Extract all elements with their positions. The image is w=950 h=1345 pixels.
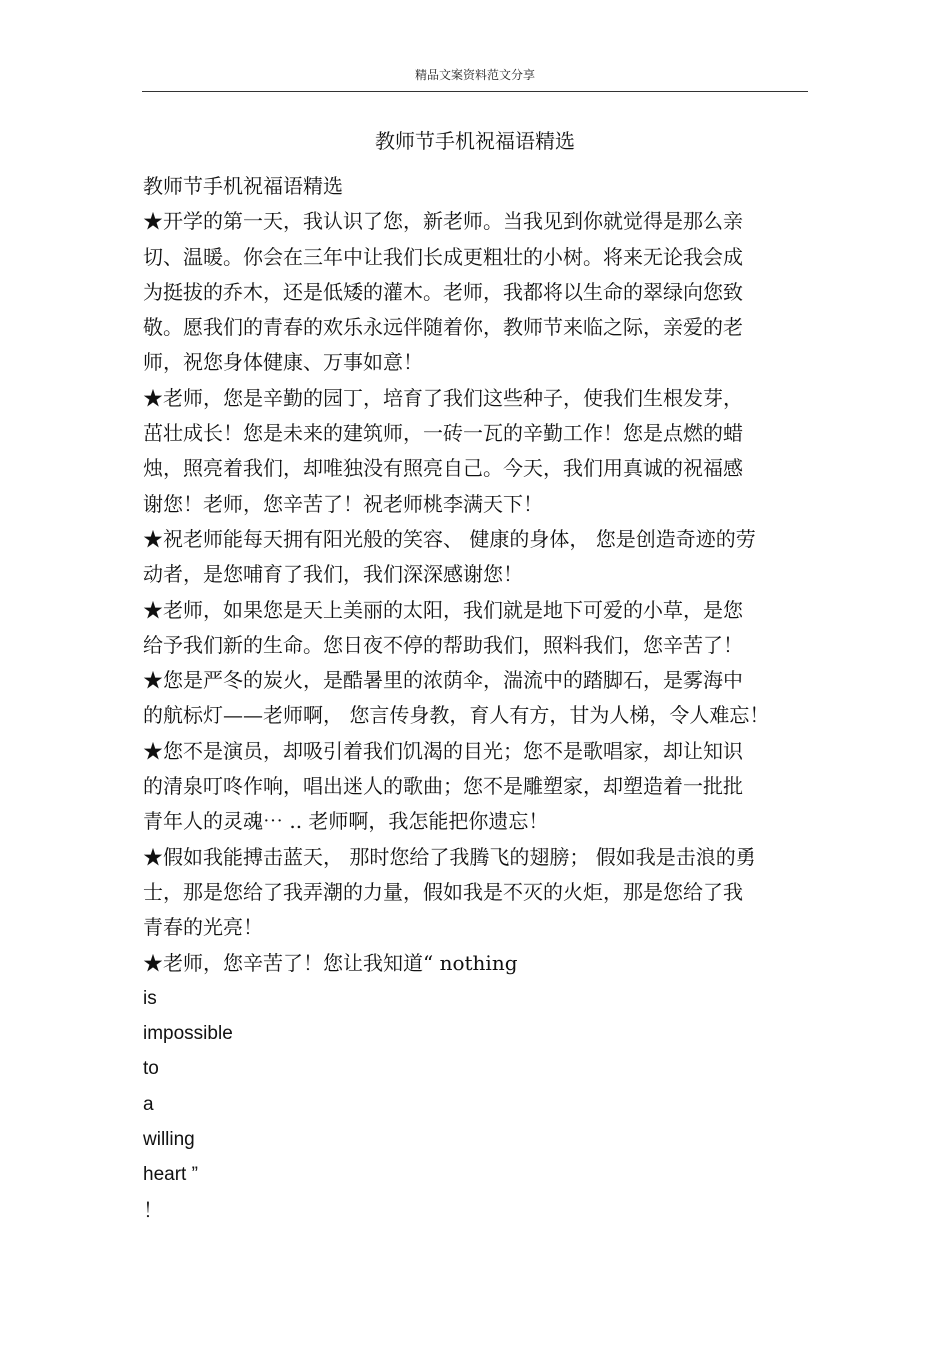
paragraph-line: ★您是严冬的炭火，是酷暑里的浓荫伞，湍流中的踏脚石，是雾海中 [143,668,743,693]
paragraph-line: ！ [143,1197,163,1222]
paragraph-line: 烛，照亮着我们，却唯独没有照亮自己。今天，我们用真诚的祝福感 [143,456,743,481]
paragraph-line: ★老师，如果您是天上美丽的太阳，我们就是地下可爱的小草，是您 [143,597,743,622]
paragraph-line: 的航标灯——老师啊， 您言传身教，育人有方，甘为人梯，令人难忘！ [143,703,770,728]
paragraph-line: 茁壮成长！您是未来的建筑师，一砖一瓦的辛勤工作！您是点燃的蜡 [143,421,743,446]
paragraph-line: a [143,1093,154,1115]
paragraph-line: ★老师，您是辛勤的园丁，培育了我们这些种子，使我们生根发芽， [143,385,743,410]
paragraph-line: 青年人的灵魂⋯ .. 老师啊，我怎能把你遗忘！ [143,809,549,834]
paragraph-line: 动者，是您哺育了我们，我们深深感谢您！ [143,562,523,587]
paragraph-line: 切、温暖。你会在三年中让我们长成更粗壮的小树。将来无论我会成 [143,244,743,269]
paragraph-line: 敬。愿我们的青春的欢乐永远伴随着你，教师节来临之际，亲爱的老 [143,315,743,340]
paragraph-line: is [143,987,157,1009]
paragraph-line: ★祝老师能每天拥有阳光般的笑容、 健康的身体， 您是创造奇迹的劳 [143,526,756,551]
paragraph-line: 士，那是您给了我弄潮的力量，假如我是不灭的火炬，那是您给了我 [143,879,743,904]
paragraph-line: 给予我们新的生命。您日夜不停的帮助我们，照料我们，您辛苦了！ [143,632,743,657]
paragraph-line: 为挺拔的乔木，还是低矮的灌木。老师，我都将以生命的翠绿向您致 [143,279,743,304]
paragraph-line: impossible [143,1023,233,1045]
running-header: 精品文案资料范文分享 [414,68,535,82]
paragraph-line: heart ” [143,1164,198,1186]
paragraph-line: 教师节手机祝福语精选 [143,174,343,198]
paragraph-line: ★您不是演员，却吸引着我们饥渴的目光；您不是歌唱家，却让知识 [143,738,743,763]
paragraph-line: ★开学的第一天，我认识了您，新老师。当我见到你就觉得是那么亲 [143,209,743,234]
paragraph-line: to [143,1058,159,1080]
paragraph-line: 青春的光亮！ [143,915,263,940]
paragraph-line: ★老师，您辛苦了！您让我知道“ nothing [143,950,518,975]
paragraph-line: 师，祝您身体健康、万事如意！ [143,350,423,375]
paragraph-line: ★假如我能搏击蓝天， 那时您给了我腾飞的翅膀； 假如我是击浪的勇 [143,844,756,869]
paragraph-line: 的清泉叮咚作响，唱出迷人的歌曲；您不是雕塑家，却塑造着一批批 [143,774,743,799]
document-title: 教师节手机祝福语精选 [375,129,575,153]
paragraph-line: 谢您！老师，您辛苦了！祝老师桃李满天下！ [143,491,543,516]
paragraph-line: willing [143,1129,195,1151]
header-divider [142,91,808,92]
document-body [143,169,803,1228]
